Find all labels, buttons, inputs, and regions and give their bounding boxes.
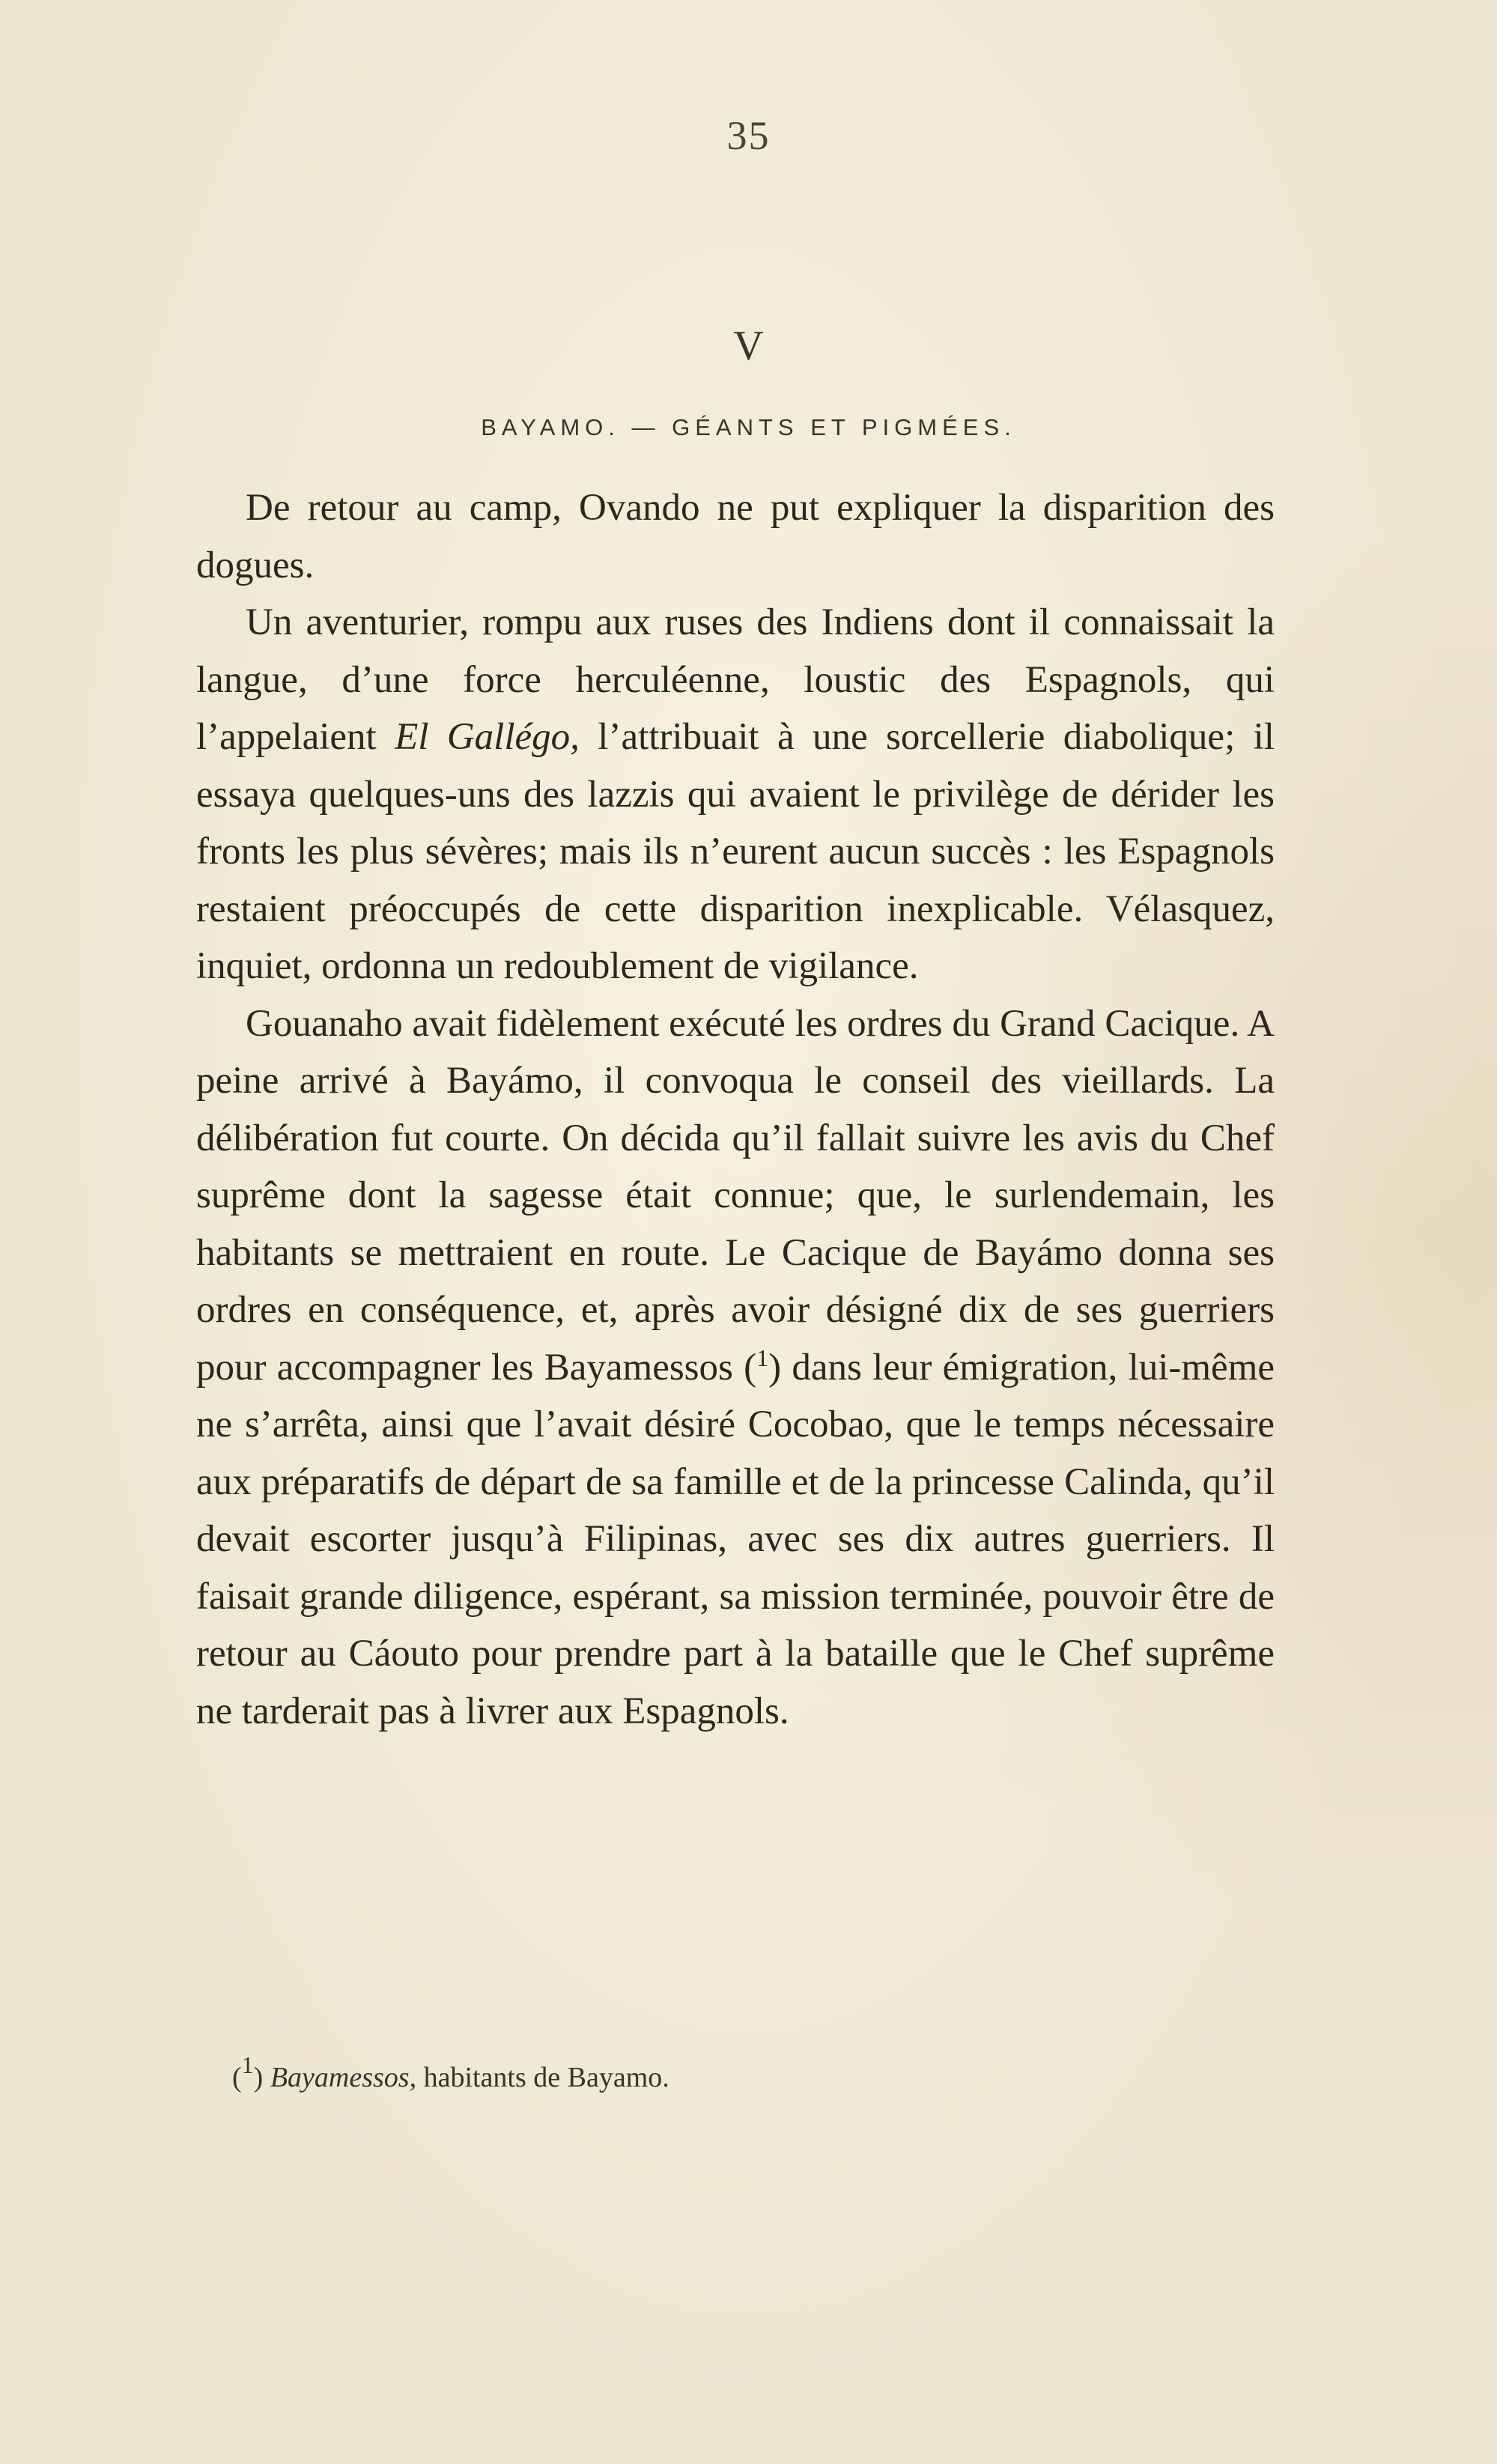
footnote-reference: 1 (756, 1344, 769, 1371)
footnote: ($^1$) Bayamessos, habitants de Bayamo. (232, 2051, 669, 2093)
footnote-text: habitants de Bayamo. (423, 2062, 669, 2093)
paragraph: De retour au camp, Ovando ne put expliquer la disparition des dogues. (196, 487, 1275, 586)
chapter-number: V (733, 323, 764, 369)
chapter-title: BAYAMO. — GÉANTS ET PIGMÉES. (481, 414, 1016, 440)
page-number: 35 (726, 113, 771, 158)
footnote-term: Bayamessos, (270, 2062, 417, 2093)
italic-term: El Gallégo, (395, 716, 580, 758)
paragraph: Un aventurier, rompu aux ruses des Indiens dont il connaissait la langue, d’une force herculéenne, loustic des Espagnols, qui l’appelaient El Gallégo, l’attribuait à une sorcellerie diabolique; il essaya quelques-uns des lazzis qui avaient le privilège de dérider les fronts les plus sévères; mais ils n’eurent aucun succès : les Espagnols restaient préoccupés de cette disparition inexplicable. Vélasquez, inquiet, ordonna un redoublement de vigilance. (196, 601, 1275, 987)
footnote-mark: 1 (241, 2051, 254, 2078)
paragraph: Gouanaho avait fidèlement exécuté les ordres du Grand Cacique. A peine arrivé à Bayámo, il convoqua le conseil des vieillards. La délibération fut courte. On décida qu’il fallait suivre les avis du Chef suprême dont la sagesse était connue; que, le surlendemain, les habitants se mettraient en route. Le Cacique de Bayámo donna ses ordres en conséquence, et, après avoir désigné dix de ses guerriers pour accompagner les Bayamessos ($^1$) dans leur émigration, lui-même ne s’arrêta, ainsi que l’avait désiré Cocobao, que le temps nécessaire aux préparatifs de départ de sa famille et de la princesse Calinda, qu’il devait escorter jusqu’à Filipinas, avec ses dix autres guerriers. Il faisait grande diligence, espérant, sa mission terminée, pouvoir être de retour au Cáouto pour prendre part à la bataille que le Chef suprême ne tarderait pas à livrer aux Espagnols. (196, 1002, 1275, 1732)
body-text (196, 479, 1275, 1740)
